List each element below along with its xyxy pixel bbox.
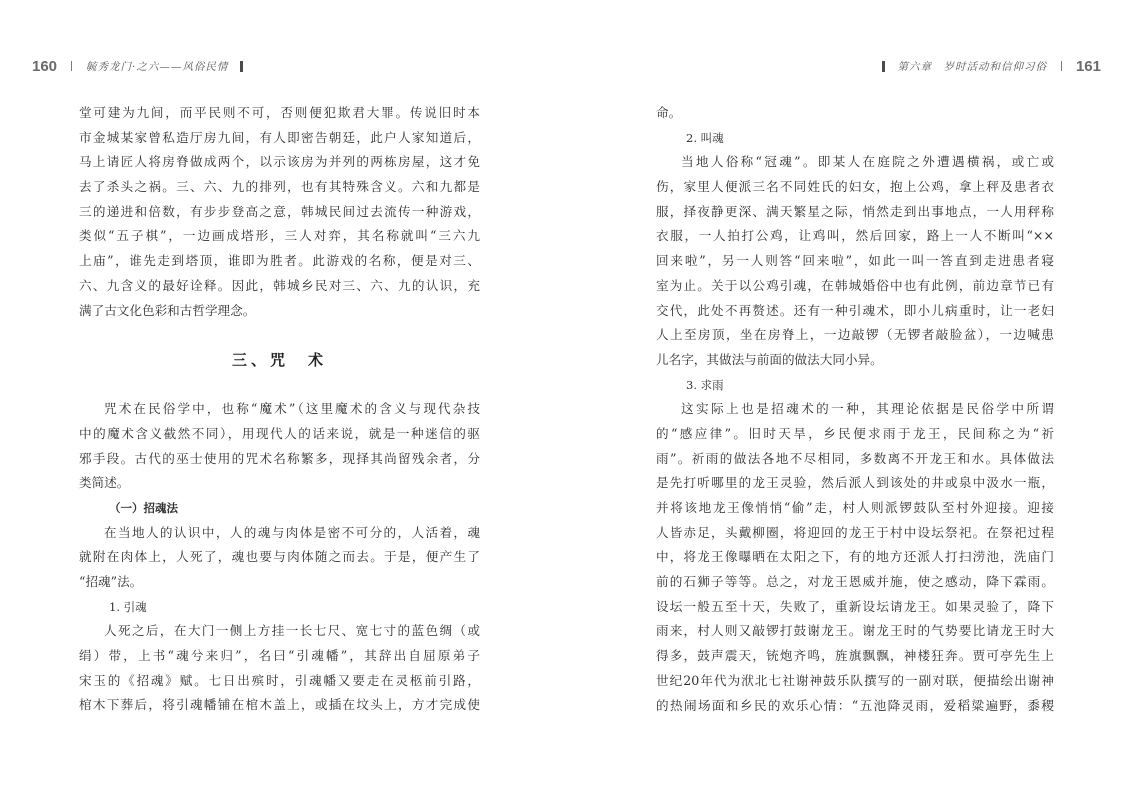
text-line: 回来啦”，另一人则答“回来啦”，如此一叫一答直到走进患者寝 (656, 253, 1054, 269)
text-line: 是先打听哪里的龙王灵验，然后派人到该处的井或泉中汲水一瓶， (656, 475, 1054, 491)
text-line: 命。 (656, 105, 682, 120)
text-line: 宋玉的《招魂》赋。七日出殡时，引魂幡又要走在灵柩前引路， (79, 672, 480, 688)
left-page-body (79, 101, 480, 718)
text-line: 市金城某家曾私造厅房九间，有人即密告朝廷，此户人家知道后， (79, 129, 480, 145)
text-line: 当地人俗称“冠魂”。即某人在庭院之外遭遇横祸，或亡或 (681, 154, 1054, 170)
item-label: 1. 引魂 (109, 599, 147, 614)
text-line: 棺木下葬后，将引魂幡铺在棺木盖上，或插在坟头上，方才完成使 (79, 697, 480, 713)
text-line: 雨来，村人则又敲锣打鼓谢龙王。谢龙王时的气势要比请龙王时大 (656, 623, 1054, 639)
text-line: 雨”。祈雨的做法各地不尽相同，多数离不开龙王和水。具体做法 (656, 450, 1054, 466)
subheading: （一）招魂法 (109, 500, 178, 515)
item-label: 3. 求雨 (686, 377, 724, 392)
text-line: 类似“五子棋”，一边画成塔形，三人对弈，其名称就叫“三六九 (79, 228, 480, 244)
left-running-title: 毓秀龙门·之六——风俗民情 (86, 60, 229, 73)
text-line: 的热闹场面和乡民的欢乐心情：“五池降灵雨，爱稻粱遍野，黍稷 (656, 697, 1054, 713)
text-line: 得多，鼓声震天，铳炮齐鸣，旌旗飘飘，神楼狂奔。贾可亭先生上 (656, 648, 1054, 664)
text-line: 就附在肉体上，人死了，魂也要与肉体随之而去。于是，便产生了 (79, 549, 480, 565)
right-page-number: 161 (1075, 57, 1101, 75)
text-line: 邪手段。古代的巫士使用的咒术名称繁多，现择其尚留残余者，分 (79, 450, 480, 466)
text-line: 这实际上也是招魂术的一种，其理论依据是民俗学中所谓 (681, 401, 1054, 417)
section-heading: 三、咒 术 (231, 351, 327, 370)
text-line: 上庙”，谁先走到塔顶，谁即为胜者。此游戏的名称，便是对三、 (79, 253, 480, 269)
text-line: 人上至房顶，坐在房脊上，一边敲锣（无锣者敲脸盆），一边喊患 (656, 327, 1054, 343)
text-line: 中的魔术含义截然不同），用现代人的话来说，就是一种迷信的驱 (79, 425, 480, 441)
text-line: 的“感应律”。旧时天旱，乡民便求雨于龙王，民间称之为“祈 (656, 425, 1054, 441)
right-running-title: 第六章 岁时活动和信仰习俗 (897, 60, 1047, 73)
header-marker (240, 61, 243, 72)
text-line: 类简述。 (79, 475, 130, 491)
text-line: 中，将龙王像曝晒在太阳之下，有的地方还派人打扫涝池，洗庙门 (656, 549, 1054, 565)
text-line: 咒术在民俗学中，也称“魔术”（这里魔术的含义与现代杂技 (104, 401, 480, 417)
right-page (567, 0, 1133, 799)
text-line: 前的石狮子等等。总之，对龙王恩威并施，使之感动，降下霖雨。 (656, 574, 1054, 590)
text-line: 伤，家里人便派三名不同姓氏的妇女，抱上公鸡，拿上秤及患者衣 (656, 179, 1054, 195)
header-divider (1061, 61, 1062, 71)
text-line: 堂可建为九间，而平民则不可，否则便犯欺君大罪。传说旧时本 (79, 105, 480, 120)
text-line: 三的递进和倍数，有步步登高之意，韩城民间过去流传一种游戏， (79, 203, 480, 219)
header-divider (71, 61, 72, 71)
text-line: 人死之后，在大门一侧上方挂一长七尺、宽七寸的蓝色绸（或 (104, 623, 480, 639)
text-line: “招魂”法。 (79, 574, 143, 589)
header-marker (882, 61, 885, 72)
text-line: 并将该地龙王像悄悄“偷”走，村人则派锣鼓队至村外迎接。迎接 (656, 500, 1054, 515)
right-page-header (870, 56, 1101, 76)
text-line: 马上请匠人将房脊做成两个，以示该房为并列的两栋房屋，这才免 (79, 154, 480, 170)
text-line: 室为止。关于以公鸡引魂，在韩城婚俗中也有此例，前边章节已有 (656, 277, 1054, 293)
text-line: 六、九含义的最好诠释。因此，韩城乡民对三、六、九的认识，充 (79, 277, 480, 293)
text-line: 服，择夜静更深、满天繁星之际，悄然走到出事地点，一人用秤称 (656, 203, 1054, 219)
left-page-header (32, 56, 255, 76)
text-line: 绢）带，上书“魂兮来归”，名曰“引魂幡”，其辞出自屈原弟子 (79, 648, 480, 664)
text-line: 交代，此处不再赘述。还有一种引魂术，即小儿病重时，让一老妇 (656, 302, 1054, 318)
text-line: 世纪20年代为洑北七社谢神鼓乐队撰写的一副对联，便描绘出谢神 (656, 672, 1054, 688)
text-line: 在当地人的认识中，人的魂与肉体是密不可分的，人活着，魂 (104, 524, 480, 540)
text-line: 儿名字，其做法与前面的做法大同小异。 (656, 351, 883, 367)
text-line: 人皆赤足，头戴柳圈，将迎回的龙王于村中设坛祭祀。在祭祀过程 (656, 524, 1054, 540)
text-line: 满了古文化色彩和古哲学理念。 (79, 302, 256, 318)
left-page-number: 160 (32, 57, 58, 75)
text-line: 衣服，一人拍打公鸡，让鸡叫，然后回家，路上一人不断叫“×× (656, 228, 1054, 244)
item-label: 2. 叫魂 (686, 130, 724, 145)
text-line: 设坛一般五至十天，失败了，重新设坛请龙王。如果灵验了，降下 (656, 598, 1054, 614)
left-page (0, 0, 566, 799)
right-page-body (656, 101, 1054, 718)
text-line: 去了杀头之祸。三、六、九的排列，也有其特殊含义。六和九都是 (79, 179, 480, 195)
